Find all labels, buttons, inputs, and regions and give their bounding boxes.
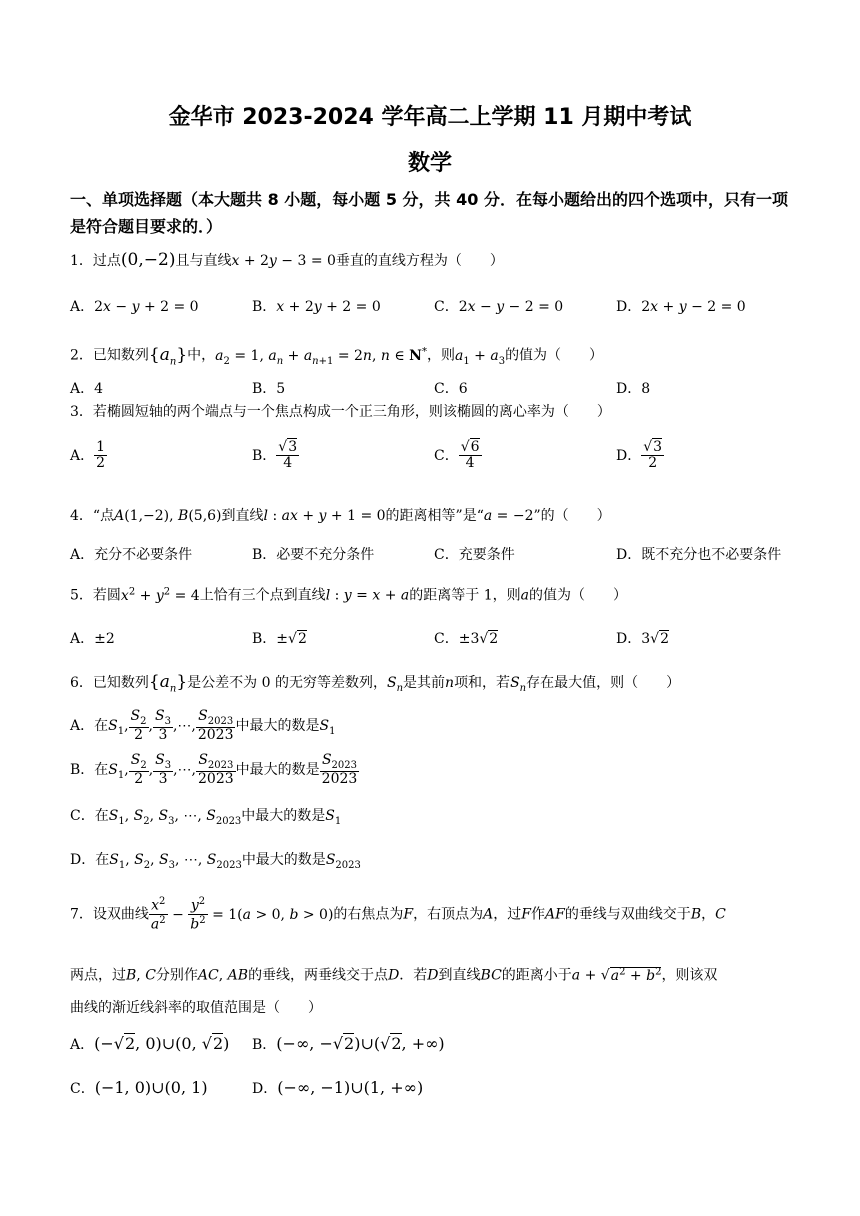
- option-a[interactable]: A．2x − y + 2 = 0: [70, 299, 199, 315]
- option-a[interactable]: A．充分不必要条件: [70, 547, 193, 563]
- question-3: 3．若椭圆短轴的两个端点与一个焦点构成一个正三角形，则该椭圆的离心率为（ ）: [70, 404, 611, 420]
- question-4: 4．“点A(1,−2), B(5,6)到直线l : ax + y + 1 = 0的距离相等”是“a = −2”的（ ）: [70, 508, 611, 524]
- option-c[interactable]: C．2x − y − 2 = 0: [434, 299, 564, 315]
- page-subtitle: 数学: [407, 151, 452, 176]
- question-6-option-b[interactable]: B．在$S_1$, $\frac{S_2}{2}$ , $\frac{S_3}{3}$ ,⋯, $\frac{S_{2023}}{2023}$ 中最大的数是 $\frac{S_{2023}}{2023}$: [70, 751, 358, 787]
- option-c[interactable]: C．充要条件: [434, 547, 515, 563]
- option-a[interactable]: A．±2: [70, 631, 115, 647]
- option-d[interactable]: D．(−∞, −1)∪(1, +∞): [252, 1078, 424, 1097]
- question-7-line-2: 两点，过B, C分别作AC, AB的垂线，两垂线交于点D．若D到直线BC的距离小于$a + √a^2 + b^2$，则该双: [70, 966, 718, 984]
- option-a[interactable]: A．4: [70, 381, 104, 397]
- question-6-option-d[interactable]: D．在$S_1$, $S_2$, $S_3$, ⋯, $S_{2023}$中最大的数是$S_{2023}$: [70, 852, 361, 871]
- question-7-options-row-1: [70, 1034, 795, 1064]
- option-d[interactable]: D．既不充分也不必要条件: [616, 547, 782, 563]
- question-7-options-row-2: [70, 1078, 795, 1108]
- question-7-line-3: 曲线的渐近线斜率的取值范围是（ ）: [70, 1000, 322, 1016]
- section-heading: 一、单项选择题（本大题共 8 小题，每小题 5 分，共 40 分．在每小题给出的四个选项中，只有一项是符合题目要求的．）: [70, 190, 788, 236]
- option-d[interactable]: D．3√2: [616, 631, 669, 647]
- page-title: 金华市 2023-2024 学年高二上学期 11 月期中考试: [168, 105, 692, 130]
- option-b[interactable]: B．5: [252, 381, 286, 397]
- option-b[interactable]: B． $\frac{√3}{4}$: [252, 439, 298, 472]
- option-c[interactable]: C．±3√2: [434, 631, 499, 647]
- option-b[interactable]: B．(−∞, −√2)∪(√2, +∞): [252, 1034, 445, 1053]
- question-1-options: [70, 296, 795, 326]
- option-a[interactable]: A． $\frac{1}{2}$: [70, 439, 106, 472]
- option-d[interactable]: D．2x + y − 2 = 0: [616, 299, 746, 315]
- question-6-option-c[interactable]: C．在$S_1$, $S_2$, $S_3$, ⋯, $S_{2023}$中最大的数是$S_1$: [70, 808, 342, 827]
- option-b[interactable]: B．x + 2y + 2 = 0: [252, 299, 381, 315]
- question-6: 6．已知数列$\{a_n\}$是公差不为 0 的无穷等差数列，$S_n$是其前n项和，若$S_n$存在最大值，则（ ）: [70, 672, 681, 695]
- question-5-options: [70, 628, 795, 658]
- option-c[interactable]: C．(−1, 0)∪(0, 1): [70, 1078, 208, 1097]
- option-b[interactable]: B．±√2: [252, 631, 307, 647]
- question-6-option-a[interactable]: A．在$S_1$, $\frac{S_2}{2}$ , $\frac{S_3}{3}$ ,⋯, $\frac{S_{2023}}{2023}$ 中最大的数是$S_1$: [70, 707, 336, 743]
- option-b[interactable]: B．必要不充分条件: [252, 547, 375, 563]
- option-c[interactable]: C． $\frac{√6}{4}$: [434, 439, 480, 472]
- option-a[interactable]: A．(−√2, 0)∪(0, √2): [70, 1034, 230, 1053]
- option-d[interactable]: D． $\frac{√3}{2}$: [616, 439, 663, 472]
- option-d[interactable]: D．8: [616, 381, 651, 397]
- question-7-line-1: 7．设双曲线 $\frac{x^2}{a^2}$ − $\frac{y^2}{b^2}$ = 1(a > 0, b > 0)的右焦点为F，右顶点为A，过F作AF的垂线与双曲线交于B，C: [70, 896, 726, 933]
- question-4-options: [70, 544, 795, 574]
- question-5: 5．若圆$x^2 + y^2 = 4$上恰有三个点到直线l : y = x + a的距离等于 1，则a的值为（ ）: [70, 586, 627, 604]
- question-3-options: [70, 440, 795, 486]
- question-1: 1．过点(0,−2)且与直线x + 2y − 3 = 0垂直的直线方程为（ ）: [70, 250, 504, 270]
- question-2: 2．已知数列$\{a_n\}$中，$a_2 = 1$, $a_n + a_{n+1} = 2n$, n ∈ N*，则$a_1 + a_3$的值为（ ）: [70, 344, 604, 368]
- option-c[interactable]: C．6: [434, 381, 468, 397]
